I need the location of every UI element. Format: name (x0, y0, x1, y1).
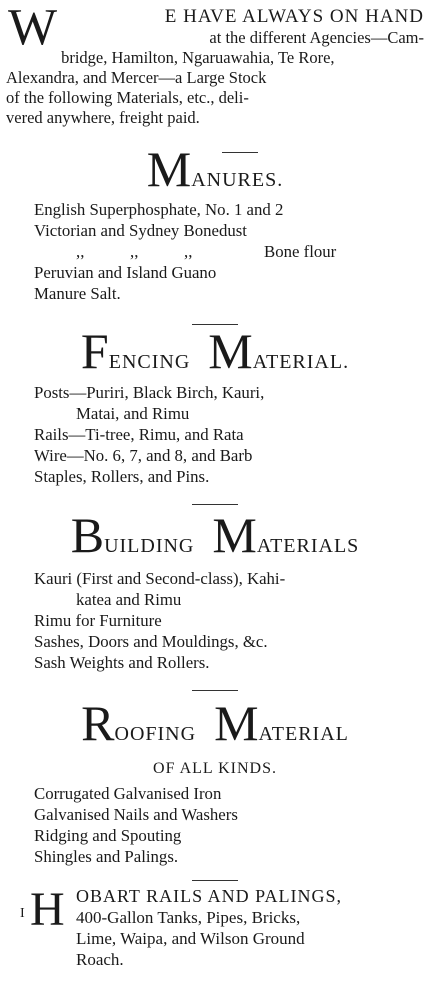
list-item: Rails—Ti-tree, Rimu, and Rata (34, 425, 244, 444)
building-cap-1: B (70, 507, 105, 563)
intro-line-3: Alexandra, and Mercer—a Large Stock (6, 68, 267, 87)
fencing-cap-2: M (208, 323, 253, 379)
heading-building (0, 507, 430, 563)
building-list (34, 568, 420, 673)
roofing-word-1: OOFING (114, 723, 197, 745)
roofing-cap-1: R (81, 695, 115, 751)
building-word-1: UILDING (104, 535, 195, 557)
list-item: Corrugated Galvanised Iron (34, 784, 222, 803)
rule-hobart (192, 880, 238, 881)
bone-flour-label: Bone flour (264, 242, 337, 261)
list-item: Manure Salt. (34, 284, 121, 303)
hobart-line-4: Roach. (76, 950, 124, 969)
hobart-mark: I (20, 906, 25, 921)
manures-cap: M (146, 141, 192, 197)
list-item: Sashes, Doors and Mouldings, &c. (34, 632, 268, 651)
list-item: Galvanised Nails and Washers (34, 805, 238, 824)
fencing-word-2: ATERIAL. (252, 351, 350, 373)
list-item: English Superphosphate, No. 1 and 2 (34, 200, 284, 219)
heading-fencing (0, 323, 430, 379)
intro-lead: E HAVE ALWAYS ON HAND (164, 6, 424, 27)
list-item: Rimu for Furniture (34, 611, 162, 630)
list-item: Posts—Puriri, Black Birch, Kauri, (34, 383, 265, 402)
hobart-lead: OBART RAILS AND PALINGS, (76, 886, 342, 906)
intro-dropcap: W (8, 0, 58, 56)
list-item: Sash Weights and Rollers. (34, 653, 210, 672)
roofing-word-2: ATERIAL (258, 723, 349, 745)
rule-building (192, 504, 238, 505)
rule-roofing (192, 690, 238, 691)
hobart-cap: H (30, 883, 65, 936)
roofing-subtitle: OF ALL KINDS. (153, 760, 277, 777)
list-item: Wire—No. 6, 7, and 8, and Barb (34, 446, 253, 465)
list-item: Victorian and Sydney Bonedust (34, 221, 247, 240)
ditto-line (34, 241, 420, 262)
intro-line-1: at the different Agencies—Cam- (209, 28, 424, 47)
fencing-word-1: ENCING (108, 351, 191, 373)
intro-paragraph (6, 0, 424, 128)
list-item: Ridging and Spouting (34, 826, 182, 845)
intro-line-4: of the following Materials, etc., deli- (6, 88, 249, 107)
list-item: Matai, and Rimu (76, 404, 190, 423)
list-item: Shingles and Palings. (34, 847, 179, 866)
heading-manures (0, 141, 430, 197)
ditto-mark: ,, (184, 242, 193, 261)
hobart-line-2: 400-Gallon Tanks, Pipes, Bricks, (76, 908, 301, 927)
fencing-cap-1: F (80, 323, 109, 379)
building-cap-2: M (212, 507, 257, 563)
ditto-mark: ,, (130, 242, 139, 261)
fencing-list (34, 382, 420, 487)
manures-word: ANURES. (191, 169, 284, 191)
list-item: Kauri (First and Second-class), Kahi- (34, 569, 286, 588)
hobart-paragraph (20, 883, 422, 970)
list-item: katea and Rimu (76, 590, 182, 609)
heading-roofing (0, 695, 430, 751)
list-item: Staples, Rollers, and Pins. (34, 467, 210, 486)
roofing-list (34, 783, 420, 867)
manures-list (34, 199, 420, 304)
roofing-cap-2: M (214, 695, 259, 751)
building-word-2: ATERIALS (256, 535, 360, 557)
list-item: Peruvian and Island Guano (34, 263, 217, 282)
hobart-line-3: Lime, Waipa, and Wilson Ground (76, 929, 305, 948)
intro-line-2: bridge, Hamilton, Ngaruawahia, Te Rore, (61, 48, 335, 67)
intro-line-5: vered anywhere, freight paid. (6, 108, 200, 127)
ditto-mark: ,, (76, 242, 85, 261)
